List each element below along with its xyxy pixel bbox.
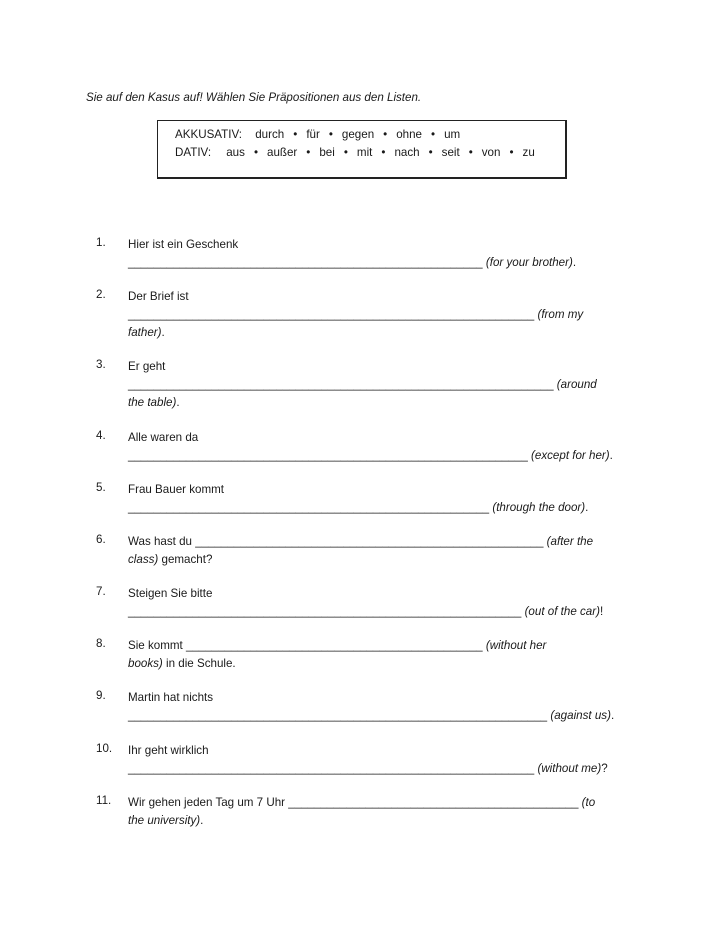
item-line bbox=[128, 707, 614, 725]
sentence-text: Der Brief ist bbox=[128, 290, 189, 303]
sentence-end: . bbox=[176, 396, 180, 409]
bullet-separator: • bbox=[328, 128, 333, 141]
answer-blank[interactable]: _______________________________________________________ bbox=[128, 256, 483, 269]
english-hint: (around bbox=[556, 378, 597, 391]
sentence-end: gemacht? bbox=[158, 553, 213, 566]
bullet-separator: • bbox=[343, 146, 348, 159]
akk-prep: um bbox=[444, 128, 461, 141]
item-line bbox=[128, 394, 180, 412]
sentence-end: . bbox=[572, 256, 577, 269]
answer-blank[interactable]: ______________________________________________ bbox=[186, 639, 483, 652]
dat-prep: nach bbox=[394, 146, 420, 159]
item-line bbox=[128, 376, 597, 394]
answer-blank[interactable]: _______________________________________________________________ bbox=[128, 762, 535, 775]
item-line bbox=[128, 306, 583, 324]
item-line bbox=[128, 236, 238, 254]
sentence-text: Alle waren da bbox=[128, 431, 199, 444]
sentence-text: Hier ist ein Geschenk bbox=[128, 238, 239, 251]
english-hint: (after the bbox=[546, 535, 594, 548]
item-line bbox=[128, 689, 213, 707]
sentence-text: Wir gehen jeden Tag um 7 Uhr bbox=[128, 796, 286, 809]
item-number: 2. bbox=[96, 288, 106, 301]
item-number: 6. bbox=[96, 533, 106, 546]
item-line bbox=[128, 603, 603, 621]
english-hint: the university) bbox=[128, 814, 201, 827]
item-number: 4. bbox=[96, 429, 106, 442]
item-line bbox=[128, 358, 165, 376]
item-number: 3. bbox=[96, 358, 106, 371]
item-number: 1. bbox=[96, 236, 106, 249]
item-number: 7. bbox=[96, 585, 106, 598]
sentence-text: Was hast du bbox=[128, 535, 193, 548]
answer-blank[interactable]: ________________________________________________________ bbox=[128, 501, 490, 514]
english-hint: books) bbox=[128, 657, 163, 670]
instructions: Sie auf den Kasus auf! Wählen Sie Präpositionen aus den Listen. bbox=[86, 91, 422, 104]
answer-blank[interactable]: ______________________________________________________ bbox=[195, 535, 544, 548]
bullet-separator: • bbox=[428, 146, 433, 159]
akkusativ-label: AKKUSATIV: bbox=[175, 128, 243, 141]
english-hint: (against us) bbox=[550, 709, 611, 722]
item-line bbox=[128, 794, 595, 812]
sentence-text: Ihr geht wirklich bbox=[128, 744, 209, 757]
item-line bbox=[128, 637, 546, 655]
dat-prep: aus bbox=[226, 146, 245, 159]
dat-prep: zu bbox=[522, 146, 535, 159]
item-number: 9. bbox=[96, 689, 106, 702]
item-line bbox=[128, 551, 212, 569]
item-line bbox=[128, 288, 189, 306]
dat-prep: von bbox=[481, 146, 501, 159]
item-number: 8. bbox=[96, 637, 106, 650]
akk-prep: gegen bbox=[341, 128, 375, 141]
bullet-separator: • bbox=[383, 128, 388, 141]
sentence-end: . bbox=[610, 709, 615, 722]
english-hint: (from my bbox=[537, 308, 584, 321]
answer-blank[interactable]: _____________________________________________________________ bbox=[128, 605, 522, 618]
akkusativ-row bbox=[175, 128, 460, 141]
answer-blank[interactable]: ______________________________________________________________ bbox=[128, 449, 528, 462]
english-hint: (to bbox=[581, 796, 596, 809]
sentence-end: . bbox=[585, 501, 589, 514]
sentence-end: ? bbox=[601, 762, 608, 775]
sentence-text: Sie kommt bbox=[128, 639, 183, 652]
bullet-separator: • bbox=[381, 146, 386, 159]
bullet-separator: • bbox=[293, 128, 298, 141]
preposition-box bbox=[157, 120, 567, 179]
bullet-separator: • bbox=[468, 146, 473, 159]
item-line bbox=[128, 760, 608, 778]
item-line bbox=[128, 429, 198, 447]
bullet-separator: • bbox=[431, 128, 436, 141]
answer-blank[interactable]: _________________________________________________________________ bbox=[128, 709, 548, 722]
item-line bbox=[128, 324, 165, 342]
english-hint: (without her bbox=[485, 639, 547, 652]
sentence-text: Frau Bauer kommt bbox=[128, 483, 224, 496]
item-line bbox=[128, 447, 613, 465]
item-line bbox=[128, 585, 212, 603]
english-hint: (except for her) bbox=[531, 449, 610, 462]
item-number: 10. bbox=[96, 742, 113, 755]
answer-blank[interactable]: __________________________________________________________________ bbox=[128, 378, 554, 391]
bullet-separator: • bbox=[306, 146, 311, 159]
akk-prep: ohne bbox=[396, 128, 423, 141]
sentence-text: Martin hat nichts bbox=[128, 691, 214, 704]
answer-blank[interactable]: _______________________________________________________________ bbox=[128, 308, 535, 321]
bullet-separator: • bbox=[253, 146, 258, 159]
sentence-end: ! bbox=[599, 605, 604, 618]
english-hint: father) bbox=[128, 326, 162, 339]
dat-prep: bei bbox=[319, 146, 335, 159]
akk-prep: durch bbox=[255, 128, 285, 141]
akk-prep: für bbox=[306, 128, 320, 141]
item-line bbox=[128, 655, 236, 673]
item-number: 5. bbox=[96, 481, 106, 494]
dativ-row bbox=[175, 146, 535, 159]
item-line bbox=[128, 742, 209, 760]
sentence-end: . bbox=[200, 814, 204, 827]
english-hint: (through the door) bbox=[492, 501, 586, 514]
item-line bbox=[128, 533, 593, 551]
english-hint: (without me) bbox=[537, 762, 602, 775]
dat-prep: außer bbox=[267, 146, 298, 159]
dativ-label: DATIV: bbox=[175, 146, 212, 159]
answer-blank[interactable]: _____________________________________________ bbox=[288, 796, 579, 809]
item-line bbox=[128, 499, 588, 517]
english-hint: (out of the car) bbox=[524, 605, 600, 618]
bullet-separator: • bbox=[509, 146, 514, 159]
dat-prep: mit bbox=[356, 146, 373, 159]
sentence-end: in die Schule. bbox=[162, 657, 236, 670]
sentence-text: Steigen Sie bitte bbox=[128, 587, 213, 600]
item-line bbox=[128, 481, 224, 499]
english-hint: class) bbox=[128, 553, 159, 566]
english-hint: (for your brother) bbox=[485, 256, 573, 269]
sentence-end: . bbox=[161, 326, 165, 339]
sentence-end: . bbox=[609, 449, 613, 462]
dat-prep: seit bbox=[441, 146, 460, 159]
item-line bbox=[128, 812, 203, 830]
item-number: 11. bbox=[96, 794, 112, 807]
item-line bbox=[128, 254, 576, 272]
english-hint: the table) bbox=[128, 396, 177, 409]
sentence-text: Er geht bbox=[128, 360, 166, 373]
